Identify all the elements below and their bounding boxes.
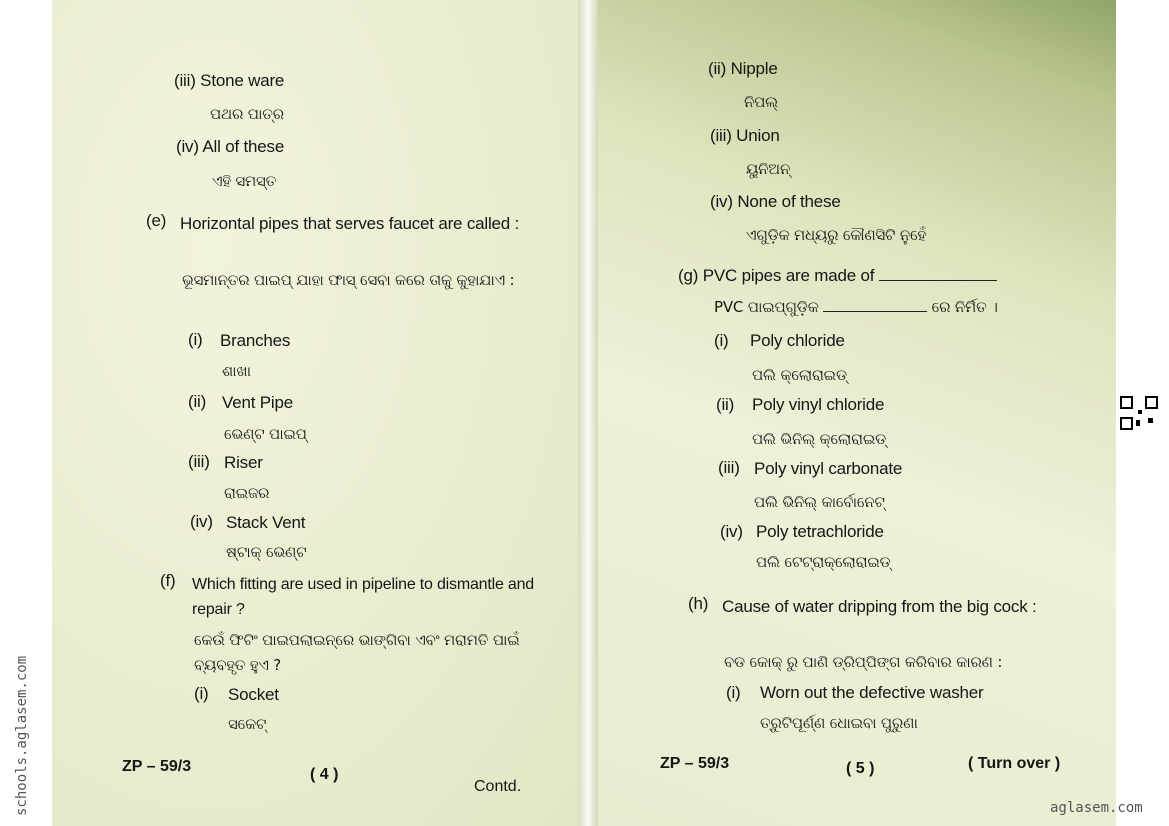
- e-option-ii-number: (ii): [188, 392, 207, 411]
- option-iii-union: (iii) Union: [710, 126, 780, 145]
- e-option-iii-odia: ରାଇଜର: [224, 484, 270, 502]
- question-e-odia: ଭୂସମାନ୍ତର ପାଇପ୍ ଯାହା ଫାସ୍ ସେବା କରେ ତାକୁ କୁହାଯାଏ :: [182, 271, 515, 289]
- question-h-odia: ବଡ କୋକ୍ ରୁ ପାଣି ଡ୍ରିପ୍‌ପିଙ୍ଗ କରିବାର କାରଣ :: [724, 653, 1003, 671]
- question-g-odia: PVC ପାଇପ୍‌ଗୁଡ଼ିକ ରେ ନିର୍ମିତ ।: [714, 298, 998, 316]
- e-option-iii-number: (iii): [188, 452, 210, 471]
- left-page: [52, 0, 578, 826]
- option-iv-none: (iv) None of these: [710, 192, 841, 211]
- watermark-vertical: schools.aglasem.com: [14, 655, 30, 816]
- g-option-i-number: (i): [714, 331, 729, 350]
- book-gutter: [578, 0, 598, 826]
- question-f-number: (f): [160, 571, 176, 590]
- e-option-iv-odia: ଷ୍ଟାକ୍ ଭେଣ୍ଟ: [226, 543, 307, 561]
- e-option-i-text: Branches: [220, 331, 291, 350]
- option-iii-odia: ପଥର ପାତ୍ର: [210, 105, 284, 123]
- e-option-ii-odia: ଭେଣ୍ଟ ପାଇପ୍: [224, 425, 307, 443]
- question-f-odia: କେଉଁ ଫିଟିଂ ପାଇପଲାଇନ୍‌ରେ ଭାଙ୍ଗିବା ଏବଂ ମରାମତି ପାଇଁ ବ୍ୟବହୃତ ହୁଏ ?: [194, 631, 520, 674]
- f-option-i-number: (i): [194, 684, 209, 703]
- e-option-iii-text: Riser: [224, 453, 263, 472]
- h-option-i-number: (i): [726, 683, 741, 702]
- right-footer-turn-over: ( Turn over ): [968, 755, 1061, 772]
- question-h-number: (h): [688, 594, 709, 613]
- e-option-iv-text: Stack Vent: [226, 513, 306, 532]
- question-e-number: (e): [146, 211, 167, 230]
- left-footer-page: ( 4 ): [310, 766, 339, 783]
- option-iv-all: (iv) All of these: [176, 137, 285, 156]
- g-option-ii-number: (ii): [716, 395, 735, 414]
- f-option-i-odia: ସକେଟ୍: [228, 715, 267, 733]
- h-option-i-text: Worn out the defective washer: [760, 683, 984, 702]
- question-e-text: Horizontal pipes that serves faucet are called :: [180, 214, 520, 233]
- right-page: [598, 0, 1116, 826]
- left-footer-contd: Contd.: [474, 778, 522, 795]
- h-option-i-odia: ତ୍ରୁଟିପୂର୍ଣ୍ଣ ଧୋଇବା ପୁରୁଣା: [760, 714, 918, 732]
- g-option-iv-number: (iv): [720, 522, 743, 541]
- option-iii-odia-union: ୟୁନିଅନ୍: [746, 160, 791, 178]
- right-footer-code: ZP – 59/3: [660, 755, 730, 772]
- option-iv-odia-none: ଏଗୁଡ଼ିକ ମଧ୍ୟରୁ କୌଣସିଟି ନୁହେଁ: [746, 226, 927, 244]
- g-option-ii-odia: ପଲି ଭିନିଲ୍ କ୍ଲୋରାଇଡ୍: [752, 430, 887, 448]
- e-option-i-odia: ଶାଖା: [222, 362, 251, 380]
- answer-blank: [879, 280, 997, 281]
- g-option-iii-text: Poly vinyl carbonate: [754, 459, 903, 478]
- g-option-iii-number: (iii): [718, 458, 740, 477]
- f-option-i-text: Socket: [228, 685, 279, 704]
- question-g-text: (g) PVC pipes are made of: [678, 266, 997, 286]
- e-option-ii-text: Vent Pipe: [222, 393, 293, 412]
- right-footer-page: ( 5 ): [846, 760, 875, 777]
- qr-code-icon: [1120, 396, 1158, 430]
- question-h-text: Cause of water dripping from the big cock :: [722, 597, 1037, 616]
- g-option-iv-odia: ପଲି ଟେଟ୍ରାକ୍ଲୋରାଇଡ୍: [756, 553, 891, 571]
- option-iii-stoneware: (iii) Stone ware: [174, 71, 285, 90]
- left-footer-code: ZP – 59/3: [122, 758, 192, 775]
- g-option-iv-text: Poly tetrachloride: [756, 522, 884, 541]
- question-f-text: Which fitting are used in pipeline to dismantle and repair ?: [192, 576, 535, 618]
- option-iv-odia: ଏହି ସମସ୍ତ: [212, 172, 277, 190]
- option-ii-nipple: (ii) Nipple: [708, 59, 778, 78]
- e-option-i-number: (i): [188, 330, 203, 349]
- watermark-horizontal: aglasem.com: [1050, 800, 1143, 816]
- option-ii-odia: ନିପଲ୍: [744, 93, 779, 111]
- e-option-iv-number: (iv): [190, 512, 213, 531]
- answer-blank-odia: [823, 311, 927, 312]
- g-option-ii-text: Poly vinyl chloride: [752, 395, 885, 414]
- g-option-iii-odia: ପଲି ଭିନିଲ୍ କାର୍ବୋନେଟ୍: [754, 493, 885, 511]
- g-option-i-odia: ପଲି କ୍ଲୋରାଇଡ୍: [752, 366, 847, 384]
- g-option-i-text: Poly chloride: [750, 331, 845, 350]
